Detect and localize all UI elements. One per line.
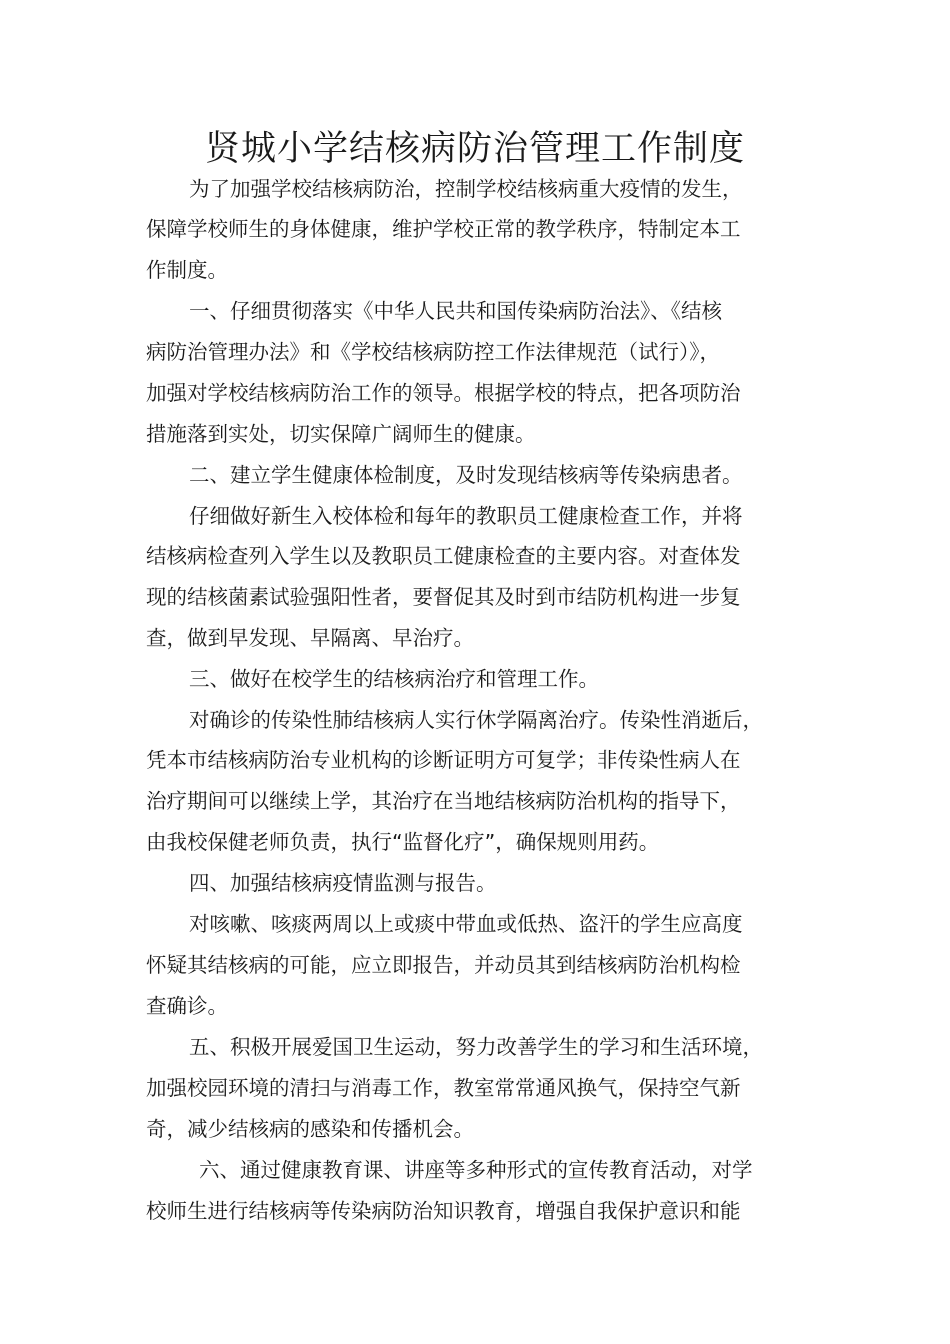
body-line: 凭本市结核病防治专业机构的诊断证明方可复学；非传染性病人在 (146, 748, 741, 772)
body-line: 四、加强结核病疫情监测与报告。 (189, 871, 497, 895)
body-line: 病防治管理办法》和《学校结核病防控工作法律规范（试行）》， (146, 340, 720, 364)
body-line: 查，做到早发现、早隔离、早治疗。 (146, 626, 474, 650)
body-line: 作制度。 (146, 258, 228, 282)
body-line: 结核病检查列入学生以及教职员工健康检查的主要内容。对查体发 (146, 544, 741, 568)
body-line: 仔细做好新生入校体检和每年的教职员工健康检查工作，并将 (189, 504, 743, 528)
body-line: 二、建立学生健康体检制度，及时发现结核病等传染病患者。 (189, 463, 743, 487)
body-line: 怀疑其结核病的可能，应立即报告，并动员其到结核病防治机构检 (146, 953, 741, 977)
body-line: 由我校保健老师负责，执行“监督化疗”，确保规则用药。 (146, 830, 660, 854)
body-line: 加强校园环境的清扫与消毒工作，教室常常通风换气，保持空气新 (146, 1076, 741, 1100)
document-title: 贤城小学结核病防治管理工作制度 (204, 129, 745, 169)
body-line: 加强对学校结核病防治工作的领导。根据学校的特点，把各项防治 (146, 381, 741, 405)
body-line: 为了加强学校结核病防治，控制学校结核病重大疫情的发生， (189, 177, 743, 201)
body-line: 六、通过健康教育课、讲座等多种形式的宣传教育活动，对学 (199, 1158, 753, 1182)
body-line: 现的结核菌素试验强阳性者，要督促其及时到市结防机构进一步复 (146, 585, 741, 609)
body-line: 措施落到实处，切实保障广阔师生的健康。 (146, 422, 536, 446)
body-line: 奇，减少结核病的感染和传播机会。 (146, 1117, 474, 1141)
body-line: 三、做好在校学生的结核病治疗和管理工作。 (189, 667, 599, 691)
body-line: 一、仔细贯彻落实《中华人民共和国传染病防治法》、《结核 (189, 299, 722, 323)
body-line: 对咳嗽、咳痰两周以上或痰中带血或低热、盗汗的学生应高度 (189, 912, 743, 936)
body-line: 保障学校师生的身体健康，维护学校正常的教学秩序，特制定本工 (146, 217, 741, 241)
body-line: 查确诊。 (146, 994, 228, 1018)
body-line: 对确诊的传染性肺结核病人实行休学隔离治疗。传染性消逝后， (189, 708, 763, 732)
body-line: 校师生进行结核病等传染病防治知识教育，增强自我保护意识和能 (146, 1199, 741, 1223)
body-line: 治疗期间可以继续上学，其治疗在当地结核病防治机构的指导下， (146, 789, 741, 813)
body-line: 五、积极开展爱国卫生运动，努力改善学生的学习和生活环境， (189, 1035, 763, 1059)
